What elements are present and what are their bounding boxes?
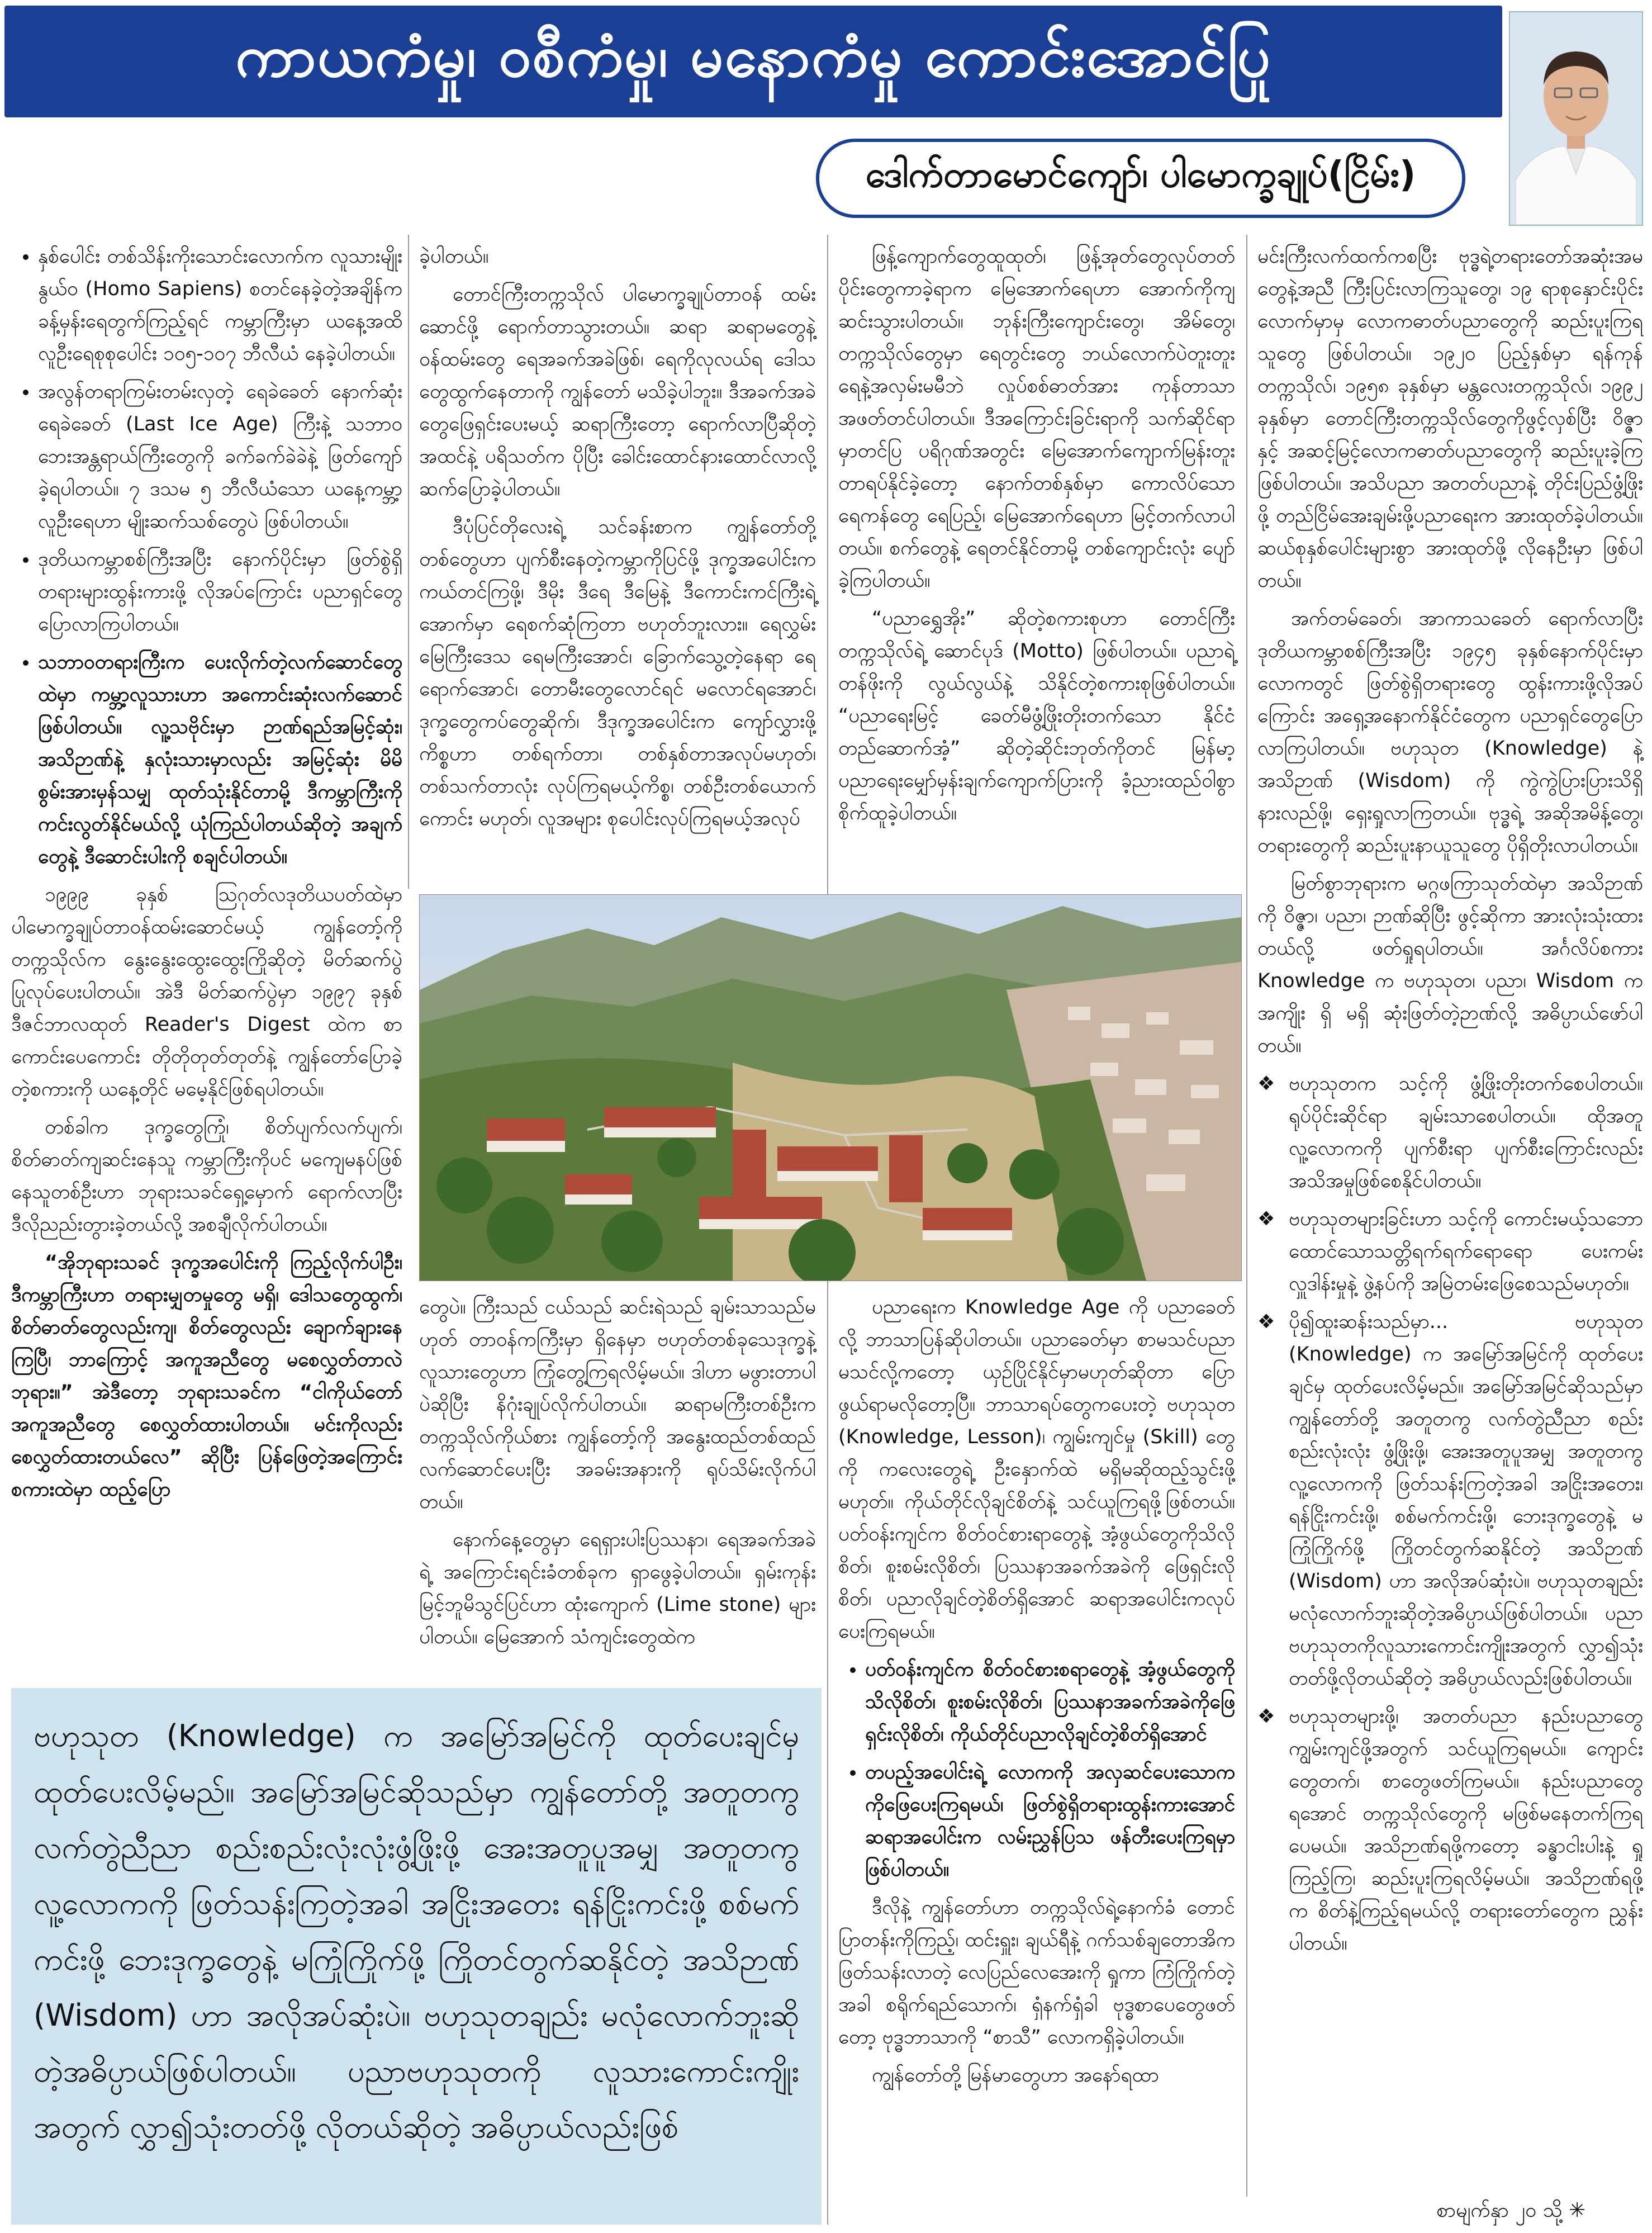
paragraph: မြတ်စွာဘုရားက မဂ္ဂဖကြာသုတ်ထဲမှာ အသိဉာဏ်ကို ဝိဇ္ဇာ၊ ပညာ၊ ဉာဏ်ဆိုပြီး ဖွင့်ဆိုကာ အားလုံးသုံးထားတယ်လို့ ဖတ်ရှုရပါတယ်။ အင်္ဂလိပ်စကား Knowledge က ဗဟုသုတ၊ ပညာ၊ Wisdom က အကျိုး ရှိ မရှိ ဆုံးဖြတ်တဲ့ဉာဏ်လို့ အဓိပ္ပာယ်ဖော်ပါတယ်။: [1257, 873, 1643, 1057]
list-item: ❖ ပို၍ထူးဆန်းသည်မှာ... ဗဟုသုတ (Knowledge) က အမြော်အမြင်ကို ထုတ်ပေးချင်မှ ထုတ်ပေးလိမ့်မည်။ အမြော်အမြင်ဆိုသည်မှာ ကျွန်တော်တို့ အတူတကွ လက်တွဲညီညာ စည်းစည်းလုံးလုံး ဖွံ့ဖြိုးဖို့၊ အေးအတူပူအမျှ အတူတကွ လူ့လောကကို ဖြတ်သန်းကြတဲ့အခါ အငြိုးအတေး၊ ရန်ငြိုးကင်းဖို့၊ စစ်မက်ကင်းဖို့၊ ဘေးဒုက္ခတွေနဲ့ မကြုံကြိုက်ဖို့ ကြိုတင်တွက်ဆနိုင်တဲ့ အသိဉာဏ် (Wisdom) ဟာ အလိုအပ်ဆုံးပဲ။ ဗဟုသုတချည်း မလုံလောက်ဘူးဆိုတဲ့အဓိပ္ပာယ်ဖြစ်ပါတယ်။ ပညာဗဟုသုတကိုလူသားကောင်းကျိုးအတွက် လွှာ၍သုံးတတ်ဖို့လိုတယ်ဆိုတဲ့ အဓိပ္ပာယ်လည်းဖြစ်ပါတယ်။: [1257, 1306, 1643, 1695]
article-header: [0, 0, 1652, 235]
paragraph: တွေပဲ။ ကြီးသည် ငယ်သည် ဆင်းရဲသည် ချမ်းသာသည်မဟုတ် တာဝန်ကကြီးမှာ ရှိနေမှာ ဗဟုတ်တစ်ခုသေဒုက္ခနဲ့ လူသားတွေဟာ ကြုံတွေ့ကြရလိမ့်မယ်။ ဒါဟာ မဖွားတာပါပဲဆိုပြီး နိဂုံးချုပ်လိုက်ပါတယ်။ ဆရာမကြီးတစ်ဦးက တက္ကသိုလ်ကိုယ်စား ကျွန်တော့်ကို အနွေးထည်တစ်ထည် လက်ဆောင်ပေးပြီး အခမ်းအနားကို ရုပ်သိမ်းလိုက်ပါတယ်။: [419, 1296, 816, 1513]
article-title: ကာယကံမှု၊ ဝစီကံမှု၊ မနောကံမှု ကောင်းအောင်ပြု: [235, 22, 1272, 90]
campus-aerial-photo: [419, 894, 1242, 1281]
paragraph: ဒီလိုနဲ့ ကျွန်တော်ဟာ တက္ကသိုလ်ရဲ့နောက်ခံ တောင်ပြာတန်းကိုကြည့်၊ ထင်းရှူး၊ ချယ်ရီနဲ့ ဂက်သစ်ချတောအိက ဖြတ်သန်းလာတဲ့ လေပြည်လေအေးကို ရှုကာ ကြံကြိုက်တဲ့အခါ စရိုက်ရည်သောက်၊ ရှံနက်ရှံခါ ဗုဒ္ဓစာပေတွေဖတ်တော့ ဗုဒ္ဓဘာသာကို “စာသီ” လောကရှိခဲ့ပါတယ်။: [838, 1897, 1235, 2049]
column-1: [11, 240, 402, 1677]
list-item: ❖ ဗဟုသုတများခြင်းဟာ သင့်ကို ကောင်းမယ့်သဘောထောင်သောသတ္တိရက်ရက်ရောရော ပေးကမ်းလှူဒါန်းမှုနဲ့ ဖွဲ့နပ်ကို အမြဲတမ်းဖြေစေသည်မဟုတ်။: [1257, 1203, 1643, 1300]
paragraph: ဖြန့်ကျောက်တွေထူထုတ်၊ ဖြန့်အုတ်တွေလုပ်တတ်ပိုင်းတွေကာခဲ့ရာက မြေအောက်ရေဟာ အောက်ကိုကျဆင်းသွားပါတယ်။ ဘုန်းကြီးကျောင်းတွေ၊ အိမ်တွေ၊ တက္ကသိုလ်တွေမှာ ရေတွင်းတွေ ဘယ်လောက်ပဲတူးတူး ရေနဲ့အလှမ်းမမီဘဲ လှုပ်စစ်ဓာတ်အား ကုန်တာသာ အဖတ်တင်ပါတယ်။ ဒီအကြောင်းခြင်းရာကို သက်ဆိုင်ရာမှာတင်ပြ ပရိဂုဏ်အတွင်း မြေအောက်ကျောက်မြန်းတူးတာရပ်နိုင်ခဲ့တော့ နောက်တစ်နှစ်မှာ ကောလိပ်သော ရေကန်တွေ ရေပြည့်၊ မြေအောက်ရေဟာ မြင့်တက်လာပါတယ်။ စက်တွေနဲ့ ရေတင်နိုင်တာမို့ တစ်ကျောင်းလုံး ပျော်ခဲ့ကြပါတယ်။: [838, 245, 1235, 592]
list-item: • ပတ်ဝန်းကျင်က စိတ်ဝင်စားစရာတွေနဲ့ အံ့ဖွယ်တွေကို သိလိုစိတ်၊ စူးစမ်းလိုစိတ်၊ ပြဿနာအခက်အခဲကိုဖြေရှင်းလိုစိတ်၊ ကိုယ်တိုင်ပညာလိုချင်တဲ့စိတ်ရှိအောင်: [865, 1653, 1235, 1751]
paragraph: “ပညာရွှေအိုး” ဆိုတဲ့စကားစုဟာ တောင်ကြီးတက္ကသိုလ်ရဲ့ ဆောင်ပုဒ် (Motto) ဖြစ်ပါတယ်။ ပညာရဲ့တန်ဖိုးကို လွယ်လွယ်နဲ့ သိနိုင်တဲ့စကားစုဖြစ်ပါတယ်။ “ပညာရေးမြင့် ခေတ်မီဖွံ့ဖြိုးတိုးတက်သော နိုင်ငံတည်ဆောက်အံ့” ဆိုတဲ့ဆိုင်းဘုတ်ကိုတင် မြန်မာ့ပညာရေးမျှော်မှန်းချက်ကျောက်ပြားကို ခံ့ညားထည်ဝါစွာ စိုက်ထူခဲ့ပါတယ်။: [838, 608, 1235, 824]
paragraph: “အိုဘုရားသခင် ဒုက္ခအပေါင်းကို ကြည့်လိုက်ပါဦး၊ ဒီကမ္ဘာကြီးဟာ တရားမျှတမှုတွေ မရှိ၊ ဒေါသတွေထွက်၊ စိတ်ဓာတ်တွေလည်းကျ၊ စိတ်တွေလည်း ချောက်ချားနေကြပြီ၊ ဘာကြောင့် အကူအညီတွေ မစေလွှတ်တာလဲဘုရား။” အဲဒီတော့ ဘုရားသခင်က “ငါကိုယ်တော် အကူအညီတွေ စေလွှတ်ထားပါတယ်။ မင်းကိုလည်း စေလွှတ်ထားတယ်လေ” ဆိုပြီး ပြန်ဖြေတဲ့အကြောင်း စကားထဲမှာ ထည့်ပြော: [11, 1251, 402, 1501]
column-4: [1257, 240, 1643, 2191]
list-item: ❖ ဗဟုသုတများဖို့၊ အတတ်ပညာ နည်းပညာတွေ ကျွမ်းကျင်ဖို့အတွက် သင်ယူကြရမယ်။ ကျောင်းတွေတက်၊ စာတွေဖတ်ကြမယ်။ နည်းပညာတွေရအောင် တက္ကသိုလ်တွေကို မဖြစ်မနေတက်ကြရပေမယ်။ အသိဉာဏ်ရဖို့ကတော့ ခန္ဓာငါးပါးနဲ့ ရှုကြည့်ကြ၊ ဆည်းပူးကြရလိမ့်မယ်။ အသိဉာဏ်ရဖို့က စိတ်နဲ့ကြည့်ရမယ်လို့ တရားတော်တွေက ညွှန်းပါတယ်။: [1257, 1700, 1643, 1960]
paragraph: ကျွန်တော်တို့ မြန်မာတွေဟာ အနော်ရထာ: [872, 2064, 1159, 2087]
list-item: ❖ ဗဟုသုတက သင့်ကို ဖွံ့ဖြိုးတိုးတက်စေပါတယ်။ ရုပ်ပိုင်းဆိုင်ရာ ချမ်းသာစေပါတယ်။ ထိုအတူ လူ့လောကကို ပျက်စီးရာ ပျက်စီးကြောင်းလည်း အသိအမှုဖြစ်စေနိုင်ပါတယ်။: [1257, 1068, 1643, 1197]
paragraph: တစ်ခါက ဒုက္ခတွေကြုံ၊ စိတ်ပျက်လက်ပျက်၊ စိတ်ဓာတ်ကျဆင်းနေသူ ကမ္ဘာကြီးကိုပင် မကျေမနပ်ဖြစ်နေသူတစ်ဦးဟာ ဘုရားသခင်ရှေ့မှောက် ရောက်လာပြီး ဒီလိုညည်းတွားခဲ့တယ်လို့ အစချီလိုက်ပါတယ်။: [11, 1116, 402, 1236]
paragraph: နောက်နေ့တွေမှာ ရေရှားပါးပြဿနာ၊ ရေအခက်အခဲရဲ့ အကြောင်းရင်းခံတစ်ခုက ရှာဖွေခဲ့ပါတယ်။ ရှမ်းကုန်းမြင့်ဘူမိသွင်ပြင်ဟာ ထုံးကျောက် (Lime stone) များပါတယ်။ မြေအောက် သံကျင်းတွေထဲက: [419, 1529, 816, 1648]
paragraph: တောင်ကြီးတက္ကသိုလ် ပါမောက္ခချုပ်တာဝန် ထမ်းဆောင်ဖို့ ရောက်တာသွားတယ်။ ဆရာ ဆရာမတွေနဲ့ ဝန်ထမ်းတွေ ရေအခက်အခဲဖြစ်၊ ရေကိုလုလယ်ရ ဒေါသတွေထွက်နေတာကို ကျွန်တော် မသိခဲ့ပါဘူး။ ဒီအခက်အခဲတွေဖြေရှင်းပေးမယ့် ဆရာကြီးတော့ ရောက်လာပြီဆိုတဲ့ အထင်နဲ့ ပရိသတ်က ပိုပြီး ခေါင်းထောင်နားထောင်လာလို့ ဆက်ပြောခဲ့ပါတယ်။: [419, 283, 816, 500]
author-portrait: [1509, 11, 1643, 226]
continued-on-page: စာမျက်နှာ ၂၀ သို့ ✳: [1436, 2199, 1586, 2222]
column-rule: [1246, 235, 1247, 2197]
list-item: • သဘာဝတရားကြီးက ပေးလိုက်တဲ့လက်ဆောင်တွေထဲမှာ ကမ္ဘာ့လူသားဟာ အကောင်းဆုံးလက်ဆောင်ဖြစ်ပါတယ်။ လူ့သဗိုင်းမှာ ဉာဏ်ရည်အမြင့်ဆုံး၊ အသိဉာဏ်နဲ့ နှလုံးသားမှာလည်း အမြင့်ဆုံး မိမိစွမ်းအားမှန်သမျှ ထုတ်သုံးနိုင်တာမို့ ဒီကမ္ဘာကြီးကို ကင်းလွတ်နိုင်မယ်လို့ ယုံကြည်ပါတယ်ဆိုတဲ့ အချက်တွေနဲ့ ဒီဆောင်းပါးကို စချင်ပါတယ်။: [38, 646, 402, 873]
pull-quote-text: ဗဟုသုတ (Knowledge) က အမြော်အမြင်ကို ထုတ်ပေးချင်မှ ထုတ်ပေးလိမ့်မည်။ အမြော်အမြင်ဆိုသည်မှာ ကျွန်တော်တို့ အတူတကွ လက်တွဲညီညာ စည်းစည်းလုံးလုံးဖွံ့ဖြိုးဖို့ အေးအတူပူအမျှ အတူတကွ လူ့လောကကို ဖြတ်သန်းကြတဲ့အခါ အငြိုးအတေး ရန်ငြိုးကင်းဖို့ စစ်မက်ကင်းဖို့ ဘေးဒုက္ခတွေနဲ့ မကြုံကြိုက်ဖို့ ကြိုတင်တွက်ဆနိုင်တဲ့ အသိဉာဏ် (Wisdom) ဟာ အလိုအပ်ဆုံးပဲ။ ဗဟုသုတချည်း မလုံလောက်ဘူးဆိုတဲ့အဓိပ္ပာယ်ဖြစ်ပါတယ်။ ပညာဗဟုသုတကို လူသားကောင်းကျိုးအတွက် လွှာ၍သုံးတတ်ဖို့ လိုတယ်ဆိုတဲ့ အဓိပ္ပာယ်လည်းဖြစ်: [34, 1718, 799, 2145]
list-item: • အလွန်တရာကြမ်းတမ်းလှတဲ့ ရေခဲခေတ် နောက်ဆုံးရေခဲခေတ် (Last Ice Age) ကြီးနဲ့ သဘာဝဘေးအန္တရာယ်ကြီးတွေကို ခက်ခက်ခဲခဲနဲ့ ဖြတ်ကျော်ခဲ့ရပါတယ်။ ၇ ဒသမ ၅ ဘီလီယံသော ယနေ့ကမ္ဘာ့လူဦးရေဟာ မျိုးဆက်သစ်တွေပဲ ဖြစ်ပါတယ်။: [38, 376, 402, 538]
pull-quote: [11, 1688, 822, 2225]
column-3-top: [838, 240, 1235, 889]
list-item: • ဒုတိယကမ္ဘာစစ်ကြီးအပြီး နောက်ပိုင်းမှာ ဖြတ်စွဲရှိတရားများထွန်းကားဖို့ လိုအပ်ကြောင်း ပညာရှင်တွေပြောလာကြပါတယ်။: [38, 543, 402, 641]
author-byline: [816, 139, 1465, 218]
list-item: • နှစ်ပေါင်း တစ်သိန်းကိုးသောင်းလောက်က လူသားမျိုးနွယ်ဝ (Homo Sapiens) စတင်နေခဲ့တဲ့အချိန်က ခန့်မှန်းရေတွက်ကြည့်ရင် ကမ္ဘာကြီးမှာ ယနေ့အထိ လူဦးရေစုစုပေါင်း ၁၀၅-၁၀၇ ဘီလီယံ နေခဲ့ပါတယ်။: [38, 240, 402, 370]
paragraph: ဒီပုံပြင်တိုလေးရဲ့ သင်ခန်းစာက ကျွန်တော်တို့ တစ်တွေဟာ ပျက်စီးနေတဲ့ကမ္ဘာကိုပြင်ဖို့ ဒုက္ခအပေါင်းက ကယ်တင်ကြဖို့၊ ဒီမိုး ဒီရေ ဒီမြေနဲ့ ဒီကောင်းကင်ကြီးရဲ့ အောက်မှာ ရေစက်ဆုံကြတာ ဗဟုတ်ဘူးလား။ ရေလွှမ်းမြေကြီးဒေသ ရေမကြီးအောင်၊ ခြောက်သွေ့တဲ့နေရာ ရေရောက်အောင်၊ တောမီးတွေလောင်ရင် မလောင်ရအောင်၊ ဒုက္ခတွေကပ်တွေဆိုက်၊ ဒီဒုက္ခအပေါင်းက ကျော်လွှားဖို့ကိစ္စဟာ တစ်ရက်တာ၊ တစ်နှစ်တာအလုပ်မဟုတ်၊ တစ်သက်တာလုံး လုပ်ကြရမယ့်ကိစ္စ၊ တစ်ဦးတစ်ယောက်ကောင်း မဟုတ်၊ လူအများ စုပေါင်းလုပ်ကြရမယ့်အလုပ်: [419, 516, 816, 830]
column-3-bottom: [838, 1291, 1235, 2225]
paragraph: မင်းကြီးလက်ထက်ကစပြီး ဗုဒ္ဓရဲ့တရားတော်အဆုံးအမတွေနဲ့အညီ ကြီးပြင်းလာကြသူတွေ၊ ၁၉ ရာစုနှောင်းပိုင်းလောက်မှာမှ လောကဓာတ်ပညာတွေကို ဆည်းပူးကြရသူတွေ ဖြစ်ပါတယ်။ ၁၉၂၀ ပြည့်နှစ်မှာ ရန်ကုန်တက္ကသိုလ်၊ ၁၉၅၈ ခုနှစ်မှာ မန္တလေးတက္ကသိုလ်၊ ၁၉၉၂ ခုနှစ်မှာ တောင်ကြီးတက္ကသိုလ်တွေကိုဖွင့်လှစ်ပြီး ဝိဇ္ဇာနှင့် အဆင့်မြင့်လောကဓာတ်ပညာတွေကို ဆည်းပူးခဲ့ကြဖြစ်ပါတယ်။ အသိပညာ အတတ်ပညာနဲ့ တိုင်းပြည်ဖွံ့ဖြိုးဖို့ တည်ငြိမ်အေးချမ်းဖို့ပညာရေးက အားထုတ်ခဲ့ပါတယ်။ ဆယ်စုနှစ်ပေါင်းများစွာ အားထုတ်ဖို့ လိုနေဦးမှာ ဖြစ်ပါတယ်။: [1257, 245, 1643, 592]
title-banner: [4, 6, 1502, 117]
paragraph: ၁၉၉၉ ခုနှစ် ဩဂုတ်လဒုတိယပတ်ထဲမှာ ပါမောက္ခချုပ်တာဝန်ထမ်းဆောင်မယ့် ကျွန်တော့်ကို တက္ကသိုလ်က နွေးနွေးထွေးထွေးကြိုဆိုတဲ့ မိတ်ဆက်ပွဲ ပြုလုပ်ပေးပါတယ်။ အဲဒီ မိတ်ဆက်ပွဲမှာ ၁၉၉၇ ခုနှစ် ဒီဇင်ဘာလထုတ် Reader's Digest ထဲက စာကောင်းပေကောင်း တိုတိုတုတ်တုတ်နဲ့ ကျွန်တော်ပြောခဲ့တဲ့စကားကို ယနေ့တိုင် မမေ့နိုင်ဖြစ်ရပါတယ်။: [11, 884, 402, 1101]
column-2-top: [419, 240, 816, 889]
paragraph: ခဲ့ပါတယ်။: [419, 245, 489, 268]
column-rule: [408, 235, 409, 889]
paragraph: ပညာရေးက Knowledge Age ကို ပညာခေတ်လို့ ဘာသာပြန်ဆိုပါတယ်။ ပညာခေတ်မှာ စာမသင်ပညာမသင်လို့ကတော့ ယှဉ်ပြိုင်နိုင်မှာမဟုတ်ဆိုတာ ပြောဖွယ်ရာမလိုတော့ပြီ။ ဘာသာရပ်တွေကပေးတဲ့ ဗဟုသုတ (Knowledge, Lesson)၊ ကျွမ်းကျင်မှု (Skill) တွေကို ကလေးတွေရဲ့ ဦးနှောက်ထဲ မရှိမဆိုထည့်သွင်းဖို့မဟုတ်။ ကိုယ်တိုင်လိုချင်စိတ်နဲ့ သင်ယူကြရဖို့ဖြစ်တယ်။ ပတ်ဝန်းကျင်က စိတ်ဝင်စားရာတွေနဲ့ အံ့ဖွယ်တွေကိုသိလိုစိတ်၊ စူးစမ်းလိုစိတ်၊ ပြဿနာအခက်အခဲကို ဖြေရှင်းလိုစိတ်၊ ပညာလိုချင်တဲ့စိတ်ရှိအောင် ဆရာအပေါင်းကလုပ်ပေးကြရမယ်။: [838, 1296, 1235, 1643]
paragraph: အက်တမ်ခေတ်၊ အာကာသခေတ် ရောက်လာပြီး ဒုတိယကမ္ဘာစစ်ကြီးအပြီး ၁၉၄၅ ခုနှစ်နောက်ပိုင်းမှာ လောကတွင် ဖြတ်စွဲရှိတရားတွေ ထွန်းကားဖို့လိုအပ်ကြောင်း အရှေ့အနောက်နိုင်ငံတွေက ပညာရှင်တွေပြောလာကြပါတယ်။ ဗဟုသုတ (Knowledge) နဲ့ အသိဉာဏ် (Wisdom) ကို ကွဲကွဲပြားပြားသိရှိနားလည်ဖို့၊ ရှေးရှုလာကြတယ်။ ဗုဒ္ဓရဲ့ အဆိုအမိန့်တွေ၊ တရားတွေကို ဆည်းပူးနာယူသူတွေ ပိုရှိတိုးလာပါတယ်။: [1257, 608, 1643, 857]
list-item: • တပည့်အပေါင်းရဲ့ လောကကို အလှဆင်ပေးသောကကိုဖြေပေးကြရမယ်၊ ဖြတ်စွဲရှိတရားထွန်းကားအောင် ဆရာအပေါင်းက လမ်းညွှန်ပြသ ဖန်တီးပေးကြရမှာဖြစ်ပါတယ်။: [865, 1756, 1235, 1886]
author-name: ဒေါက်တာမောင်ကျော်၊ ပါမောက္ခချုပ်(ငြိမ်း): [865, 154, 1416, 196]
